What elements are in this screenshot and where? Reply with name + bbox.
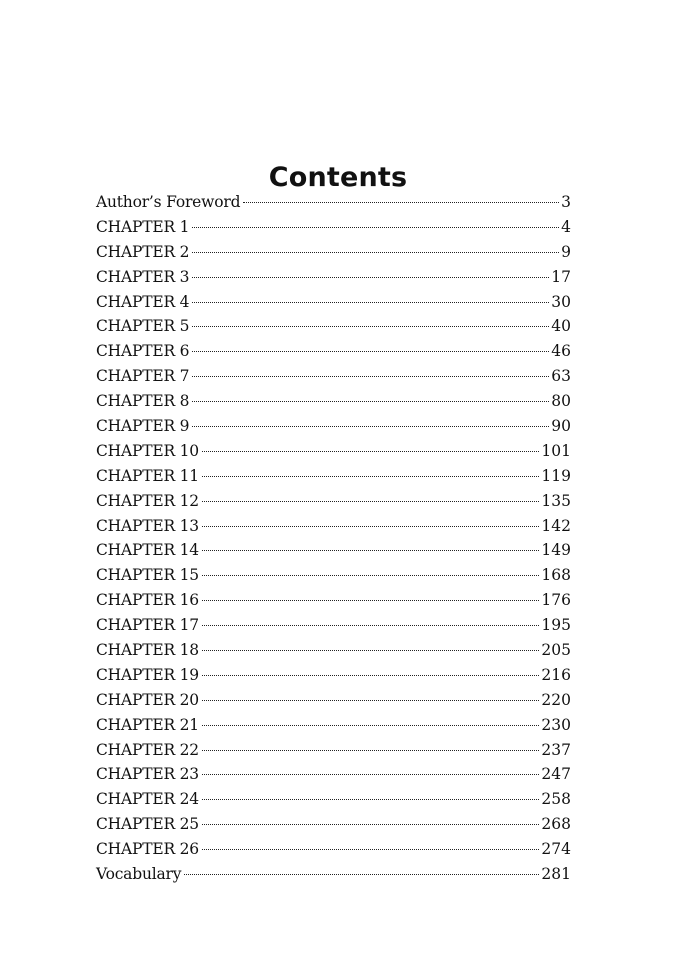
toc-entry xyxy=(96,215,571,240)
dot-leader xyxy=(202,824,539,825)
dot-leader xyxy=(202,675,539,676)
dot-leader xyxy=(192,302,549,303)
toc-entry-page-number: 101 xyxy=(541,441,571,460)
toc-entry-label: CHAPTER 9 xyxy=(96,417,190,436)
toc-entry xyxy=(96,290,571,315)
toc-entry-page-number: 176 xyxy=(541,591,571,610)
toc-entry-page-number: 216 xyxy=(541,665,571,684)
toc-entry-label: CHAPTER 17 xyxy=(96,616,199,635)
toc-entry xyxy=(96,439,571,464)
dot-leader xyxy=(192,227,559,228)
dot-leader xyxy=(192,351,549,352)
toc-entry xyxy=(96,265,571,290)
toc-entry-page-number: 220 xyxy=(541,690,571,709)
toc-entry xyxy=(96,787,571,812)
toc-entry-label: CHAPTER 3 xyxy=(96,267,190,286)
toc-entry-page-number: 142 xyxy=(541,516,571,535)
toc-entry xyxy=(96,489,571,514)
toc-entry xyxy=(96,464,571,489)
toc-entry xyxy=(96,364,571,389)
toc-entry-label: Author’s Foreword xyxy=(96,193,241,211)
toc-entry-page-number: 3 xyxy=(561,193,571,211)
dot-leader xyxy=(202,700,539,701)
toc-entry xyxy=(96,762,571,787)
toc-entry-page-number: 230 xyxy=(541,715,571,734)
toc-entry-page-number: 80 xyxy=(551,392,571,411)
toc-entry xyxy=(96,613,571,638)
toc-entry-label: CHAPTER 20 xyxy=(96,690,199,709)
toc-entry xyxy=(96,563,571,588)
toc-entry-page-number: 274 xyxy=(541,840,571,859)
toc-entry-label: CHAPTER 24 xyxy=(96,790,199,809)
toc-entry-page-number: 268 xyxy=(541,815,571,834)
toc-entry-label: CHAPTER 18 xyxy=(96,641,199,660)
dot-leader xyxy=(202,799,539,800)
dot-leader xyxy=(202,650,539,651)
dot-leader xyxy=(202,625,539,626)
toc-entry xyxy=(96,862,571,887)
toc-entry-label: CHAPTER 22 xyxy=(96,740,199,759)
toc-entry-label: CHAPTER 12 xyxy=(96,491,199,510)
toc-entry-label: CHAPTER 25 xyxy=(96,815,199,834)
toc-entry-label: CHAPTER 2 xyxy=(96,242,190,261)
toc-entry xyxy=(96,837,571,862)
dot-leader xyxy=(243,202,559,203)
toc-entry-page-number: 281 xyxy=(541,865,571,884)
dot-leader xyxy=(202,476,539,477)
toc-entry xyxy=(96,688,571,713)
toc-entry-page-number: 168 xyxy=(541,566,571,585)
toc-entry-page-number: 9 xyxy=(561,242,571,261)
dot-leader xyxy=(202,725,539,726)
dot-leader xyxy=(202,550,539,551)
toc-entry-label: CHAPTER 26 xyxy=(96,840,199,859)
dot-leader xyxy=(192,401,549,402)
toc-entry xyxy=(96,240,571,265)
dot-leader xyxy=(192,252,559,253)
toc-entry-label: CHAPTER 8 xyxy=(96,392,190,411)
toc-entry-page-number: 149 xyxy=(541,541,571,560)
dot-leader xyxy=(192,277,549,278)
toc-entry xyxy=(96,514,571,539)
toc-entry-page-number: 258 xyxy=(541,790,571,809)
toc-entry-label: Vocabulary xyxy=(96,865,182,884)
toc-entry xyxy=(96,314,571,339)
toc-entry-label: CHAPTER 6 xyxy=(96,342,190,361)
toc-entry-label: CHAPTER 15 xyxy=(96,566,199,585)
toc-entry-page-number: 40 xyxy=(551,317,571,336)
dot-leader xyxy=(202,774,539,775)
toc-entry-page-number: 119 xyxy=(541,466,571,485)
dot-leader xyxy=(202,451,539,452)
toc-entry-page-number: 237 xyxy=(541,740,571,759)
toc-entry-page-number: 247 xyxy=(541,765,571,784)
toc-entry-page-number: 17 xyxy=(551,267,571,286)
toc-entry xyxy=(96,339,571,364)
dot-leader xyxy=(192,426,549,427)
toc-entry-label: CHAPTER 4 xyxy=(96,292,190,311)
toc-entry-page-number: 4 xyxy=(561,217,571,236)
toc-entry xyxy=(96,414,571,439)
toc-entry-page-number: 195 xyxy=(541,616,571,635)
toc-entry xyxy=(96,713,571,738)
page-title: Contents xyxy=(268,162,408,194)
toc-entry-label: CHAPTER 5 xyxy=(96,317,190,336)
toc-entry-page-number: 63 xyxy=(551,367,571,386)
toc-entry xyxy=(96,738,571,763)
toc-entry-label: CHAPTER 19 xyxy=(96,665,199,684)
toc-entry-label: CHAPTER 23 xyxy=(96,765,199,784)
dot-leader xyxy=(202,575,539,576)
toc-entry-label: CHAPTER 7 xyxy=(96,367,190,386)
toc-entry-label: CHAPTER 21 xyxy=(96,715,199,734)
toc-entry xyxy=(96,389,571,414)
toc-entry-page-number: 30 xyxy=(551,292,571,311)
dot-leader xyxy=(184,874,539,875)
dot-leader xyxy=(202,501,539,502)
toc-entry-label: CHAPTER 14 xyxy=(96,541,199,560)
toc-entry xyxy=(96,663,571,688)
dot-leader xyxy=(192,376,549,377)
toc-entry-label: CHAPTER 13 xyxy=(96,516,199,535)
toc-entry-page-number: 90 xyxy=(551,417,571,436)
toc-entry-page-number: 46 xyxy=(551,342,571,361)
toc-entry-label: CHAPTER 16 xyxy=(96,591,199,610)
dot-leader xyxy=(202,750,539,751)
dot-leader xyxy=(192,326,549,327)
toc-entry-label: CHAPTER 11 xyxy=(96,466,199,485)
dot-leader xyxy=(202,849,539,850)
toc-entry xyxy=(96,812,571,837)
dot-leader xyxy=(202,600,539,601)
toc-entry xyxy=(96,538,571,563)
toc-entry-page-number: 135 xyxy=(541,491,571,510)
toc-entry xyxy=(96,190,571,215)
toc-entry-label: CHAPTER 1 xyxy=(96,217,190,236)
toc-entry-label: CHAPTER 10 xyxy=(96,441,199,460)
dot-leader xyxy=(202,526,539,527)
table-of-contents xyxy=(96,190,571,887)
toc-entry xyxy=(96,588,571,613)
toc-entry-page-number: 205 xyxy=(541,641,571,660)
toc-entry xyxy=(96,638,571,663)
